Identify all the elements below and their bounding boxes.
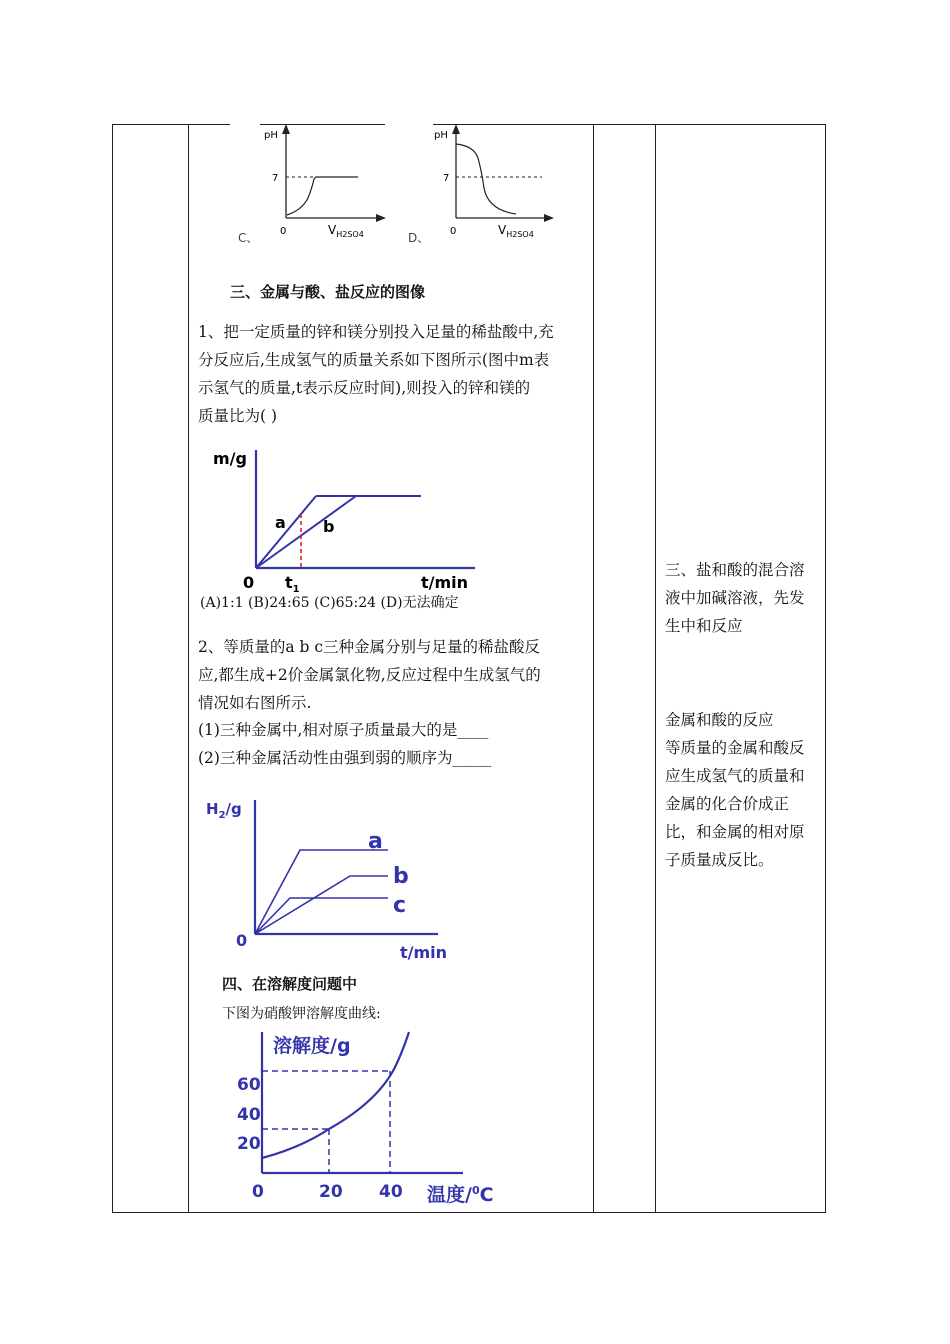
graph2-ylabel: $H_2/g$ (206, 800, 242, 821)
graph2-origin: 0 (236, 931, 248, 950)
graph1-t1: $t_1$ (285, 573, 300, 595)
ph-graph-c (238, 124, 386, 245)
graph1-label-a: a (275, 513, 286, 532)
section4-intro: 下图为硝酸钾溶解度曲线: (222, 1006, 381, 1022)
line-c (255, 898, 388, 934)
note-metal-acid: 金属和酸的反应 等质量的金属和酸反 应生成氢气的质量和 金属的化合价成正 比，和金属的相对原 子质量成反比。 (665, 711, 805, 869)
graph2-label-b: b (393, 864, 409, 889)
graph1-xlabel: t/min (421, 573, 469, 592)
ph-graphs (230, 118, 570, 248)
line-b (255, 876, 388, 934)
ph-d-ylabel: pH (434, 130, 448, 141)
section3-heading: 三、金属与酸、盐反应的图像 (230, 283, 426, 301)
q1-options: (A)1:1 (B)24:65 (C)65:24 (D)无法确定 (200, 595, 459, 611)
ph-d-xlabel: $V_{H2SO4}$ (498, 223, 534, 239)
graph1-origin: 0 (243, 573, 255, 592)
graph2-label-c: c (393, 893, 407, 918)
ph-c-tick7: 7 (272, 173, 279, 184)
graph3-y40: 40 (237, 1105, 261, 1125)
graph-solubility (225, 1028, 525, 1213)
graph3-ylabel: 溶解度/g (273, 1035, 351, 1057)
q2-text: 2、等质量的a b c三种金属分别与足量的稀盐酸反 应,都生成+2价金属氯化物,反应过程中生成氢气的 情况如右图所示. (198, 638, 541, 712)
ph-c-origin: 0 (280, 226, 287, 237)
col-divider-3 (655, 125, 656, 1212)
graph-mass-time (205, 440, 495, 595)
option-d: D、 (408, 231, 430, 245)
graph-hydrogen-time (200, 788, 460, 968)
ph-graph-d (408, 124, 554, 245)
col-divider-2 (593, 125, 594, 1212)
q1-text: 1、把一定质量的锌和镁分别投入足量的稀盐酸中,充 分反应后,生成氢气的质量关系如下图所示(图中m表 示氢气的质量,t表示反应时间),则投入的锌和镁的 质量比为( ) (198, 323, 554, 425)
graph3-x0: 0 (252, 1182, 264, 1202)
q2-sub1: (1)三种金属中,相对原子质量最大的是____ (198, 721, 489, 739)
graph3-y60: 60 (237, 1075, 261, 1095)
ph-c-ylabel: pH (264, 130, 278, 141)
graph3-x20: 20 (319, 1182, 343, 1202)
q2-sub2: (2)三种金属活动性由强到弱的顺序为_____ (198, 749, 492, 767)
note-neutralization: 三、盐和酸的混合溶 液中加碱溶液，先发 生中和反应 (665, 561, 805, 635)
ph-c-xlabel: $V_{H2SO4}$ (328, 223, 364, 239)
graph3-x40: 40 (379, 1182, 403, 1202)
ph-d-origin: 0 (450, 226, 457, 237)
col-divider-1 (188, 125, 189, 1212)
graph2-label-a: a (368, 829, 383, 854)
graph1-label-b: b (323, 517, 335, 536)
graph2-xlabel: t/min (400, 943, 448, 962)
graph3-y20: 20 (237, 1134, 261, 1154)
graph3-xlabel: 温度/$^0$C (427, 1184, 494, 1206)
section4-heading: 四、在溶解度问题中 (222, 975, 358, 993)
ph-d-tick7: 7 (443, 173, 450, 184)
graph1-ylabel: m/g (213, 449, 247, 468)
option-c: C、 (238, 231, 259, 245)
